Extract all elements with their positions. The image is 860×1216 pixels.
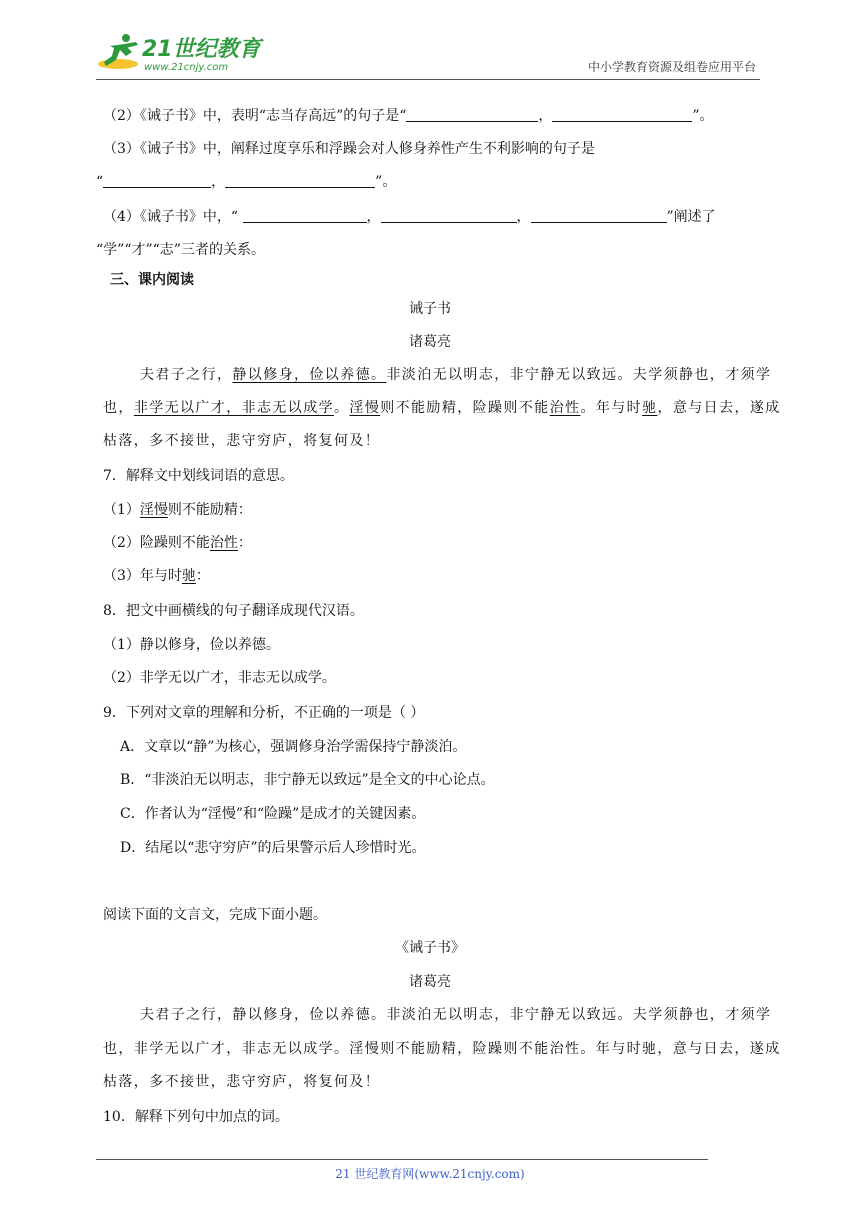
answer-blank xyxy=(406,107,538,122)
page-header xyxy=(96,30,758,78)
answer-blank xyxy=(381,208,517,223)
question-9-option-a: A．文章以“静”为核心，强调修身治学需保持宁静淡泊。 xyxy=(120,739,467,755)
answer-blank xyxy=(552,107,692,122)
passage-author: 诸葛亮 xyxy=(409,974,451,990)
question-9-option-b: B．“非淡泊无以明志，非宁静无以致远”是全文的中心论点。 xyxy=(120,772,495,788)
question-8-item-1: （1）静以修身，俭以养德。 xyxy=(103,637,280,653)
answer-blank xyxy=(103,173,211,188)
passage-line-1: 夫君子之行，静以修身，俭以养德。非淡泊无以明志，非宁静无以致远。夫学须静也，才须学 xyxy=(140,367,772,383)
question-7-item-1: （1）淫慢则不能励精： xyxy=(103,502,252,518)
passage-line-2: 也，非学无以广才，非志无以成学。淫慢则不能励精，险躁则不能治性。年与时驰，意与日去，遂成 xyxy=(103,1041,781,1057)
question-9-option-c: C．作者认为“淫慢”和“险躁”是成才的关键因素。 xyxy=(120,806,426,822)
question-8-item-2: （2）非学无以广才，非志无以成学。 xyxy=(103,670,336,686)
passage-line-3: 枯落，多不接世，悲守穷庐，将复何及！ xyxy=(103,433,381,449)
footer-divider xyxy=(96,1159,708,1160)
question-9-option-d: D．结尾以“悲守穷庐”的后果警示后人珍惜时光。 xyxy=(120,840,426,856)
question-10: 10．解释下列句中加点的词。 xyxy=(103,1109,289,1125)
answer-blank xyxy=(531,208,667,223)
passage-line-3: 枯落，多不接世，悲守穷庐，将复何及！ xyxy=(103,1074,381,1090)
question-7-item-2: （2）险躁则不能治性： xyxy=(103,535,252,551)
question-4: （4）《诫子书》中，“ ， ， ”阐述了 xyxy=(103,209,716,225)
reading-intro: 阅读下面的文言文，完成下面小题。 xyxy=(103,907,327,923)
question-8: 8．把文中画横线的句子翻译成现代汉语。 xyxy=(103,603,364,619)
question-2: （2）《诫子书》中，表明“志当存高远”的句子是“ ， ”。 xyxy=(103,108,714,124)
header-divider xyxy=(96,79,760,80)
svg-text:21世纪教育: 21世纪教育 xyxy=(142,37,261,62)
runner-logo-icon xyxy=(96,30,266,76)
answer-blank xyxy=(243,208,367,223)
footer-link[interactable]: 21 世纪教育网(www.21cnjy.com) xyxy=(335,1167,525,1181)
passage-line-2: 也，非学无以广才，非志无以成学。淫慢则不能励精，险躁则不能治性。年与时驰，意与日去，遂成 xyxy=(103,400,781,416)
question-3: （3）《诫子书》中，阐释过度享乐和浮躁会对人修身养性产生不利影响的句子是 xyxy=(103,141,595,157)
answer-blank xyxy=(225,173,375,188)
passage-title: 诫子书 xyxy=(409,301,451,317)
question-7-item-3: （3）年与时驰： xyxy=(103,568,210,584)
question-3-blanks: “ ， ”。 xyxy=(96,174,397,190)
svg-text:www.21cnjy.com: www.21cnjy.com xyxy=(144,62,229,73)
passage-author: 诸葛亮 xyxy=(409,334,451,350)
platform-name: 中小学教育资源及组卷应用平台 xyxy=(587,60,756,74)
question-9: 9．下列对文章的理解和分析，不正确的一项是（ ） xyxy=(103,705,425,721)
question-4-continued: “学”“才”“志”三者的关系。 xyxy=(96,242,265,258)
section-heading: 三、课内阅读 xyxy=(110,272,194,288)
passage-line-1: 夫君子之行，静以修身，俭以养德。非淡泊无以明志，非宁静无以致远。夫学须静也，才须学 xyxy=(140,1007,772,1023)
logo xyxy=(96,30,266,76)
question-7: 7．解释文中划线词语的意思。 xyxy=(103,468,294,484)
passage-title: 《诫子书》 xyxy=(395,940,465,956)
